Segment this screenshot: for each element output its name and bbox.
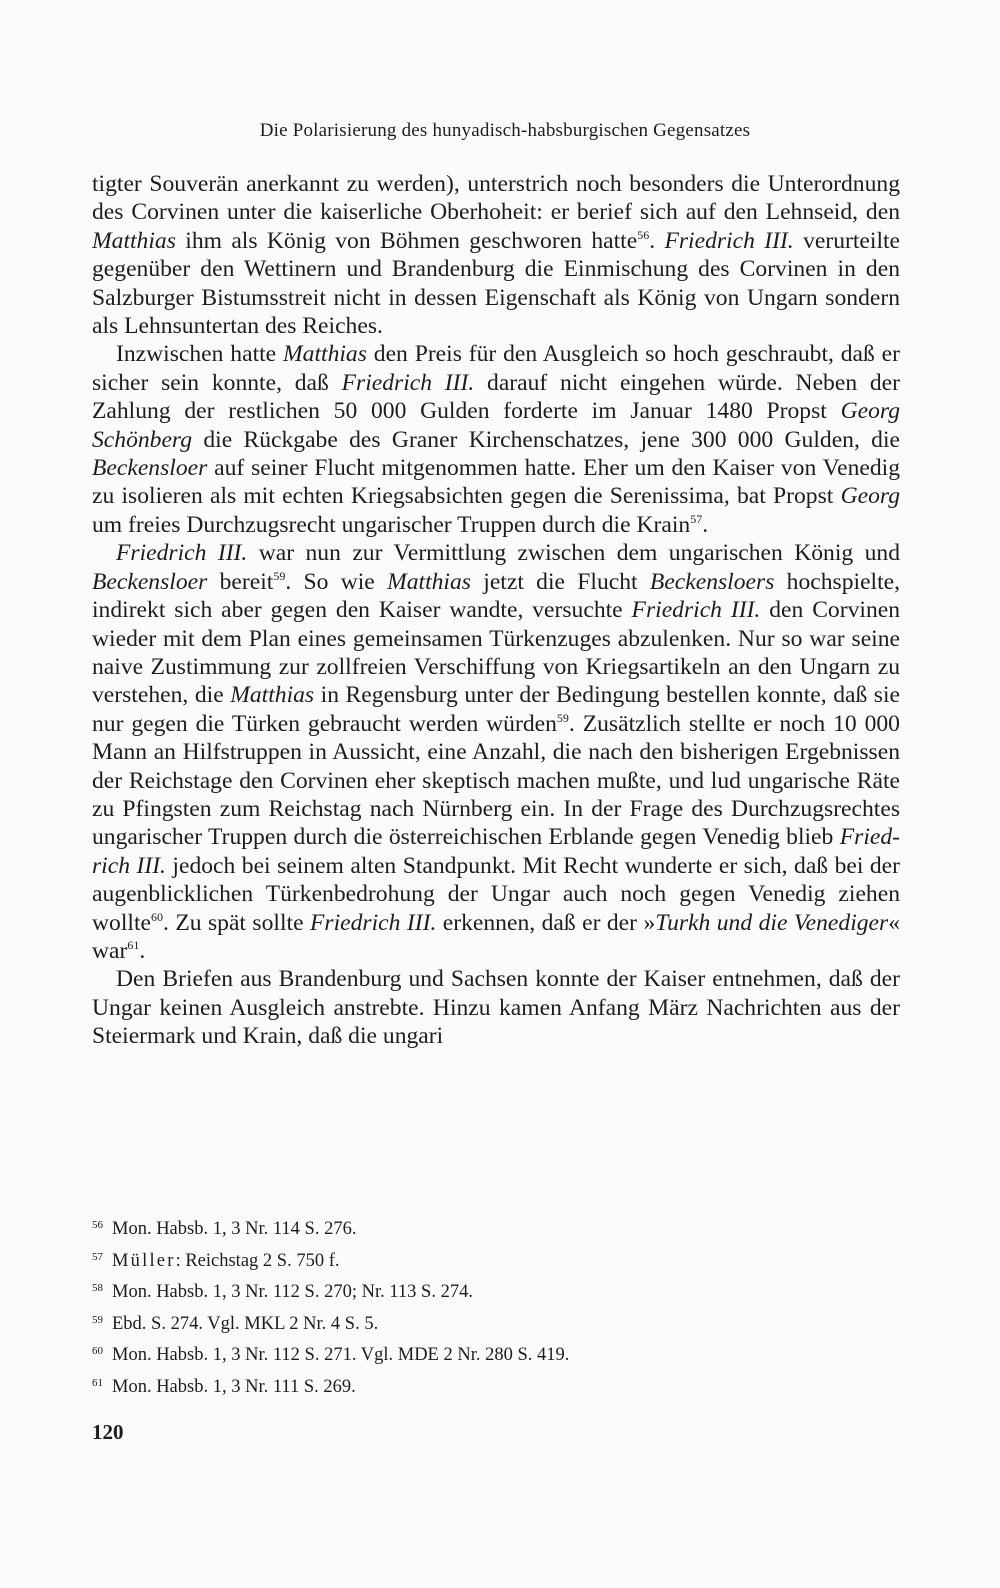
text-span: . So wie	[285, 568, 388, 595]
italic-name: Matthias	[283, 341, 367, 368]
footnote-mark: 57	[92, 1250, 103, 1263]
italic-name: Beckensloer	[92, 455, 208, 482]
footnote-text: Ebd. S. 274. Vgl. MKL 2 Nr. 4 S. 5.	[112, 1313, 379, 1334]
italic-name: Beckensloers	[649, 568, 775, 595]
text-span: « war	[92, 909, 901, 964]
paragraph-4	[92, 965, 900, 1050]
footnotes	[92, 1212, 900, 1401]
footnote-reference[interactable]: 60	[150, 909, 163, 924]
text-span: um freies Durchzugsrecht ungarischer Truppen durch die Krain	[92, 511, 691, 538]
text-span: in Regensburg unter der Bedingung bestellen konnte, daß sie nur gegen die Türken gebraucht werden würden	[92, 682, 901, 737]
footnote-reference[interactable]: 59	[273, 568, 286, 583]
footnote-mark: 60	[92, 1345, 103, 1357]
text-span: Den Briefen aus Brandenburg und Sachsen konnte der Kaiser entnehmen, daß der Ungar keinen Ausgleich anstrebte. Hinzu kamen Anfang März Nachrichten aus der Steiermark und Krain, daß die ungari	[92, 966, 900, 1050]
paragraph-3	[92, 539, 900, 965]
footnote-reference[interactable]: 61	[127, 938, 140, 953]
footnote-mark: 59	[92, 1313, 103, 1326]
text-span: .	[702, 511, 709, 538]
footnote-text: Mon. Habsb. 1, 3 Nr. 112 S. 270; Nr. 113 S. 274.	[112, 1282, 473, 1302]
text-span: jetzt die Flucht	[470, 568, 650, 595]
text-span: . Zu spät sollte	[162, 909, 310, 936]
italic-name: Friedrich III.	[631, 597, 761, 624]
footnote-59	[92, 1307, 900, 1339]
footnote-mark: 58	[92, 1282, 103, 1294]
text-span: auf seiner Flucht mitgenommen hatte. Eher um den Kaiser von Venedig zu isolieren als mit echten Kriegsabsichten gegen die Serenissima, bat Propst	[92, 455, 900, 510]
italic-name: Matthias	[92, 227, 176, 254]
text-span: ihm als König von Böhmen geschworen hatte	[175, 227, 638, 254]
italic-name: Friedrich III.	[310, 909, 437, 936]
page-number: 120	[92, 1420, 124, 1444]
footnote-text: : Reichstag 2 S. 750 f.	[175, 1250, 340, 1271]
running-head: Die Polarisierung des hunyadisch-habsburgischen Gegensatzes	[259, 120, 751, 141]
text-span: bereit	[207, 568, 274, 595]
text-span: verurteilte gegenüber den Wettinern und Brandenburg die Einmischung des Corvinen in den Salzburger Bistumsstreit nicht in dessen Eigenschaft als König von Ungarn sondern als Lehnsuntertan des Reiches.	[92, 227, 901, 340]
footnote-reference[interactable]: 59	[556, 710, 569, 725]
footnote-text: Mon. Habsb. 1, 3 Nr. 112 S. 271. Vgl. MDE 2 Nr. 280 S. 419.	[112, 1345, 570, 1365]
text-span: jedoch bei seinem alten Standpunkt. Mit Recht wunderte er sich, daß bei der augenblicklichen Türkenbedrohung der Ungar auch noch gegen Venedig ziehen wollte	[92, 852, 900, 936]
italic-name: Matthias	[230, 682, 315, 709]
paragraph-1	[92, 170, 900, 340]
footnote-57	[92, 1244, 900, 1276]
footnote-mark: 61	[92, 1376, 103, 1389]
text-span: darauf nicht eingehen würde. Neben der Zahlung der restlichen 50 000 Gulden forderte im Januar 1480 Propst	[92, 369, 901, 425]
italic-name: Matthias	[387, 568, 471, 595]
footnote-58	[92, 1275, 900, 1307]
text-span: .	[139, 937, 146, 964]
italic-name: Friedrich III.	[92, 824, 900, 879]
footnote-mark: 56	[92, 1219, 103, 1231]
footnote-61	[92, 1370, 900, 1402]
text-span: .	[649, 227, 665, 254]
footnote-reference[interactable]: 57	[690, 512, 703, 527]
footnote-text: Mon. Habsb. 1, 3 Nr. 111 S. 269.	[112, 1376, 356, 1397]
paragraph-2	[92, 340, 900, 539]
italic-name: Friedrich III.	[116, 540, 248, 567]
text-span: den Preis für den Ausgleich so hoch geschraubt, daß er sicher sein konnte, daß	[92, 341, 901, 396]
italic-quote: Turkh und die Venediger	[655, 909, 889, 936]
text-span: tigter Souverän anerkannt zu werden), unterstrich noch besonders die Unterordnung des Corvinen unter die kaiserliche Oberhoheit: er berief sich auf den Lehnseid, den	[92, 171, 900, 226]
text-span: war nun zur Vermittlung zwischen dem ungarischen König und	[247, 540, 900, 567]
text-span: die Rückgabe des Graner Kirchenschatzes, jene 300 000 Gulden, die	[192, 426, 900, 453]
italic-name: Beckensloer	[92, 568, 208, 595]
footnote-author: Müller	[112, 1250, 176, 1271]
text-span: den Corvinen wieder mit dem Plan eines gemeinsamen Türkenzuges abzulenken. Nur so war seine naive Zustimmung zur zollfreien Verschiffung von Kriegsartikeln an den Ungarn zu verstehen, die	[92, 597, 901, 709]
main-text	[92, 170, 900, 1051]
text-span: . Zusätzlich stellte er noch 10 000 Mann an Hilfstruppen in Aussicht, eine Anzahl, die nach den bisherigen Ergebnissen der Reichstage den Corvinen eher skeptisch machen mußte, und lud ungarische Räte zu Pfingsten zum Reichstag nach Nürnberg ein. In der Frage des Durchzugsrechtes ungarischer Truppen durch die österreichischen Erblande gegen Venedig blieb	[92, 710, 900, 851]
footnote-text: Mon. Habsb. 1, 3 Nr. 114 S. 276.	[112, 1219, 357, 1239]
italic-name: Georg Schönberg	[92, 398, 900, 453]
text-span: hochspielte, indirekt sich aber gegen den Kaiser wandte, versuchte	[92, 568, 901, 624]
footnote-60	[92, 1338, 900, 1370]
text-span: Inzwischen hatte	[116, 341, 284, 368]
italic-name: Friedrich III.	[664, 227, 794, 254]
text-span: erkennen, daß er der »	[436, 909, 656, 936]
italic-name: Georg	[840, 483, 900, 510]
italic-name: Friedrich III.	[341, 369, 475, 396]
footnote-reference[interactable]: 56	[637, 227, 650, 242]
footnote-56	[92, 1212, 900, 1244]
